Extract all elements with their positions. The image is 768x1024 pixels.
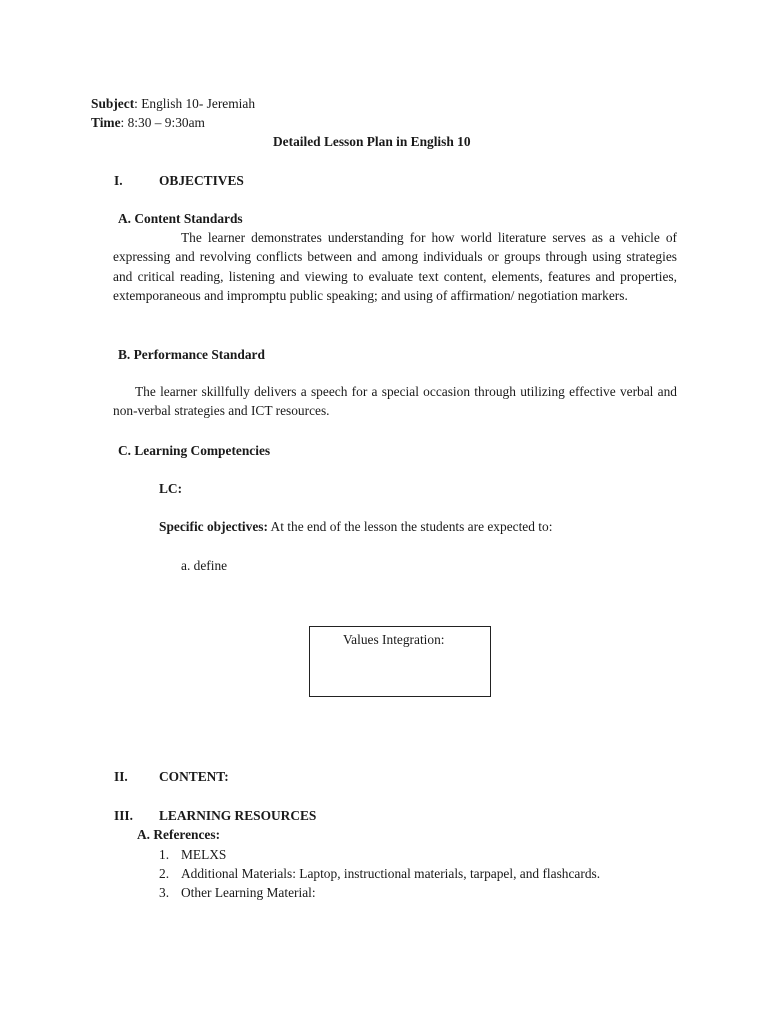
section-1-heading: OBJECTIVES xyxy=(159,173,244,188)
content-standards-text: The learner demonstrates understanding for how world literature serves as a vehicle of expressing and revolving conflicts between and among individuals or groups through using strategies and critical reading, listening and viewing to evaluate text content, elements, features and properties, extemporaneous and impromptu public speaking; and using of affirmation/ negotiation markers. xyxy=(113,230,677,303)
subject-line xyxy=(91,95,255,113)
section-2-heading: CONTENT: xyxy=(159,769,229,784)
specific-objectives-line xyxy=(159,518,552,536)
learning-competencies-heading: C. Learning Competencies xyxy=(118,443,271,458)
reference-number: 1. xyxy=(159,847,170,862)
reference-text: Additional Materials: Laptop, instructional materials, tarpapel, and flashcards. xyxy=(181,866,601,881)
subject-value: : English 10- Jeremiah xyxy=(134,96,256,111)
references-heading: A. References: xyxy=(137,827,221,842)
section-3-heading: LEARNING RESOURCES xyxy=(159,808,317,823)
section-2-numeral: II. xyxy=(114,769,128,784)
section-1-numeral: I. xyxy=(114,173,123,188)
values-integration-box xyxy=(309,626,491,697)
objective-item-a: a. define xyxy=(181,558,228,573)
reference-text: Other Learning Material: xyxy=(181,885,316,900)
content-standards-heading: A. Content Standards xyxy=(118,211,243,226)
performance-standard-heading: B. Performance Standard xyxy=(118,347,265,362)
time-line xyxy=(91,114,205,132)
values-integration-label: Values Integration: xyxy=(343,632,445,647)
document-title: Detailed Lesson Plan in English 10 xyxy=(273,134,471,149)
specific-objectives-label: Specific objectives: xyxy=(159,519,268,534)
reference-text: MELXS xyxy=(181,847,227,862)
section-3-numeral: III. xyxy=(114,808,133,823)
lc-label: LC: xyxy=(159,481,183,496)
subject-label: Subject xyxy=(91,96,135,111)
time-label: Time xyxy=(91,115,121,130)
specific-objectives-text: At the end of the lesson the students are expected to: xyxy=(267,519,553,534)
reference-number: 3. xyxy=(159,885,170,900)
performance-standard-text: The learner skillfully delivers a speech for a special occasion through utilizing effective verbal and non-verbal strategies and ICT resources. xyxy=(113,384,677,419)
time-value: : 8:30 – 9:30am xyxy=(120,115,205,130)
reference-number: 2. xyxy=(159,866,170,881)
